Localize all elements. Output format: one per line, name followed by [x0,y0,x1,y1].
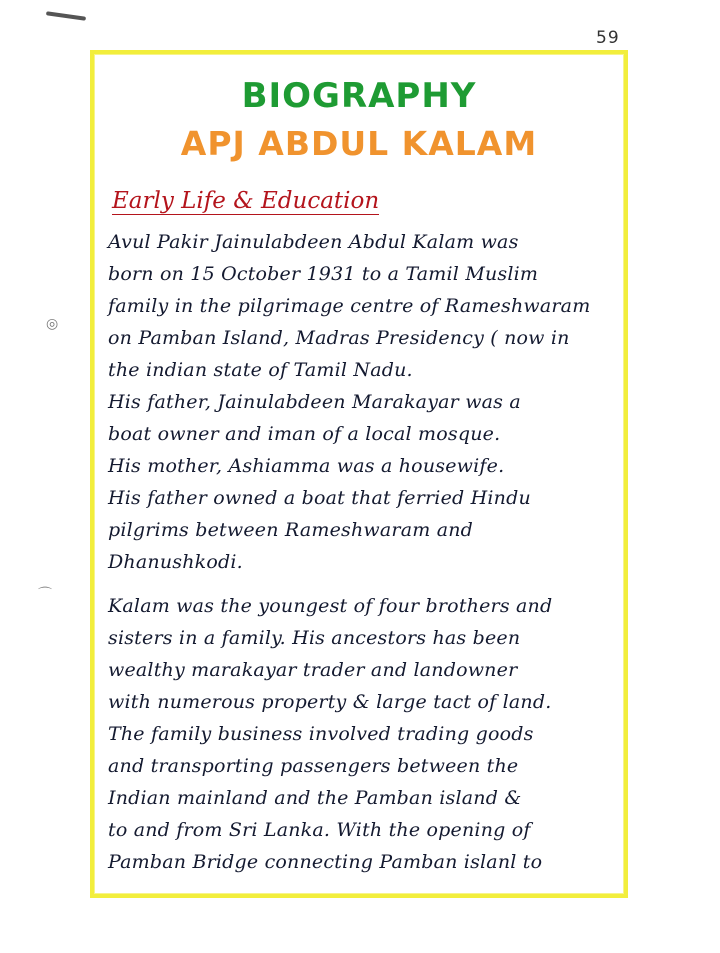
text-line: Indian mainland and the Pamban island & [108,787,522,809]
text-line: His father, Jainulabdeen Marakayar was a [108,391,521,413]
text-line: family in the pilgrimage centre of Rameshwaram [108,295,591,317]
text-line: boat owner and iman of a local mosque. [108,423,501,445]
text-line: Avul Pakir Jainulabdeen Abdul Kalam was [108,231,519,253]
page-number: 59 [596,28,620,48]
binder-hole-mark-icon: ◎ [46,316,59,332]
text-line: Kalam was the youngest of four brothers and [108,595,553,617]
text-line: to and from Sri Lanka. With the opening of [108,819,531,841]
text-line: wealthy marakayar trader and landowner [108,659,518,681]
biography-text [108,226,618,878]
section-heading: Early Life & Education [112,188,380,214]
binder-hole-mark-icon: ⌒ [38,587,52,603]
text-line: on Pamban Island, Madras Presidency ( now in [108,327,570,349]
text-line: sisters in a family. His ancestors has been [108,627,521,649]
text-line: The family business involved trading goods [108,723,534,745]
text-line: pilgrims between Rameshwaram and [108,519,474,541]
text-line: Dhanushkodi. [108,551,243,573]
text-line: and transporting passengers between the [108,755,519,777]
page-subtitle: APJ ABDUL KALAM [180,124,538,163]
notebook-page [90,50,628,898]
text-line: His father owned a boat that ferried Hindu [108,487,531,509]
text-line: Pamban Bridge connecting Pamban islanl to [108,851,543,873]
text-line: His mother, Ashiamma was a housewife. [108,455,505,477]
pen-stroke-mark [46,11,86,21]
text-line: the indian state of Tamil Nadu. [108,359,413,381]
text-line: born on 15 October 1931 to a Tamil Muslim [108,263,539,285]
text-line: with numerous property & large tact of land. [108,691,552,713]
page-title: BIOGRAPHY [241,76,477,116]
